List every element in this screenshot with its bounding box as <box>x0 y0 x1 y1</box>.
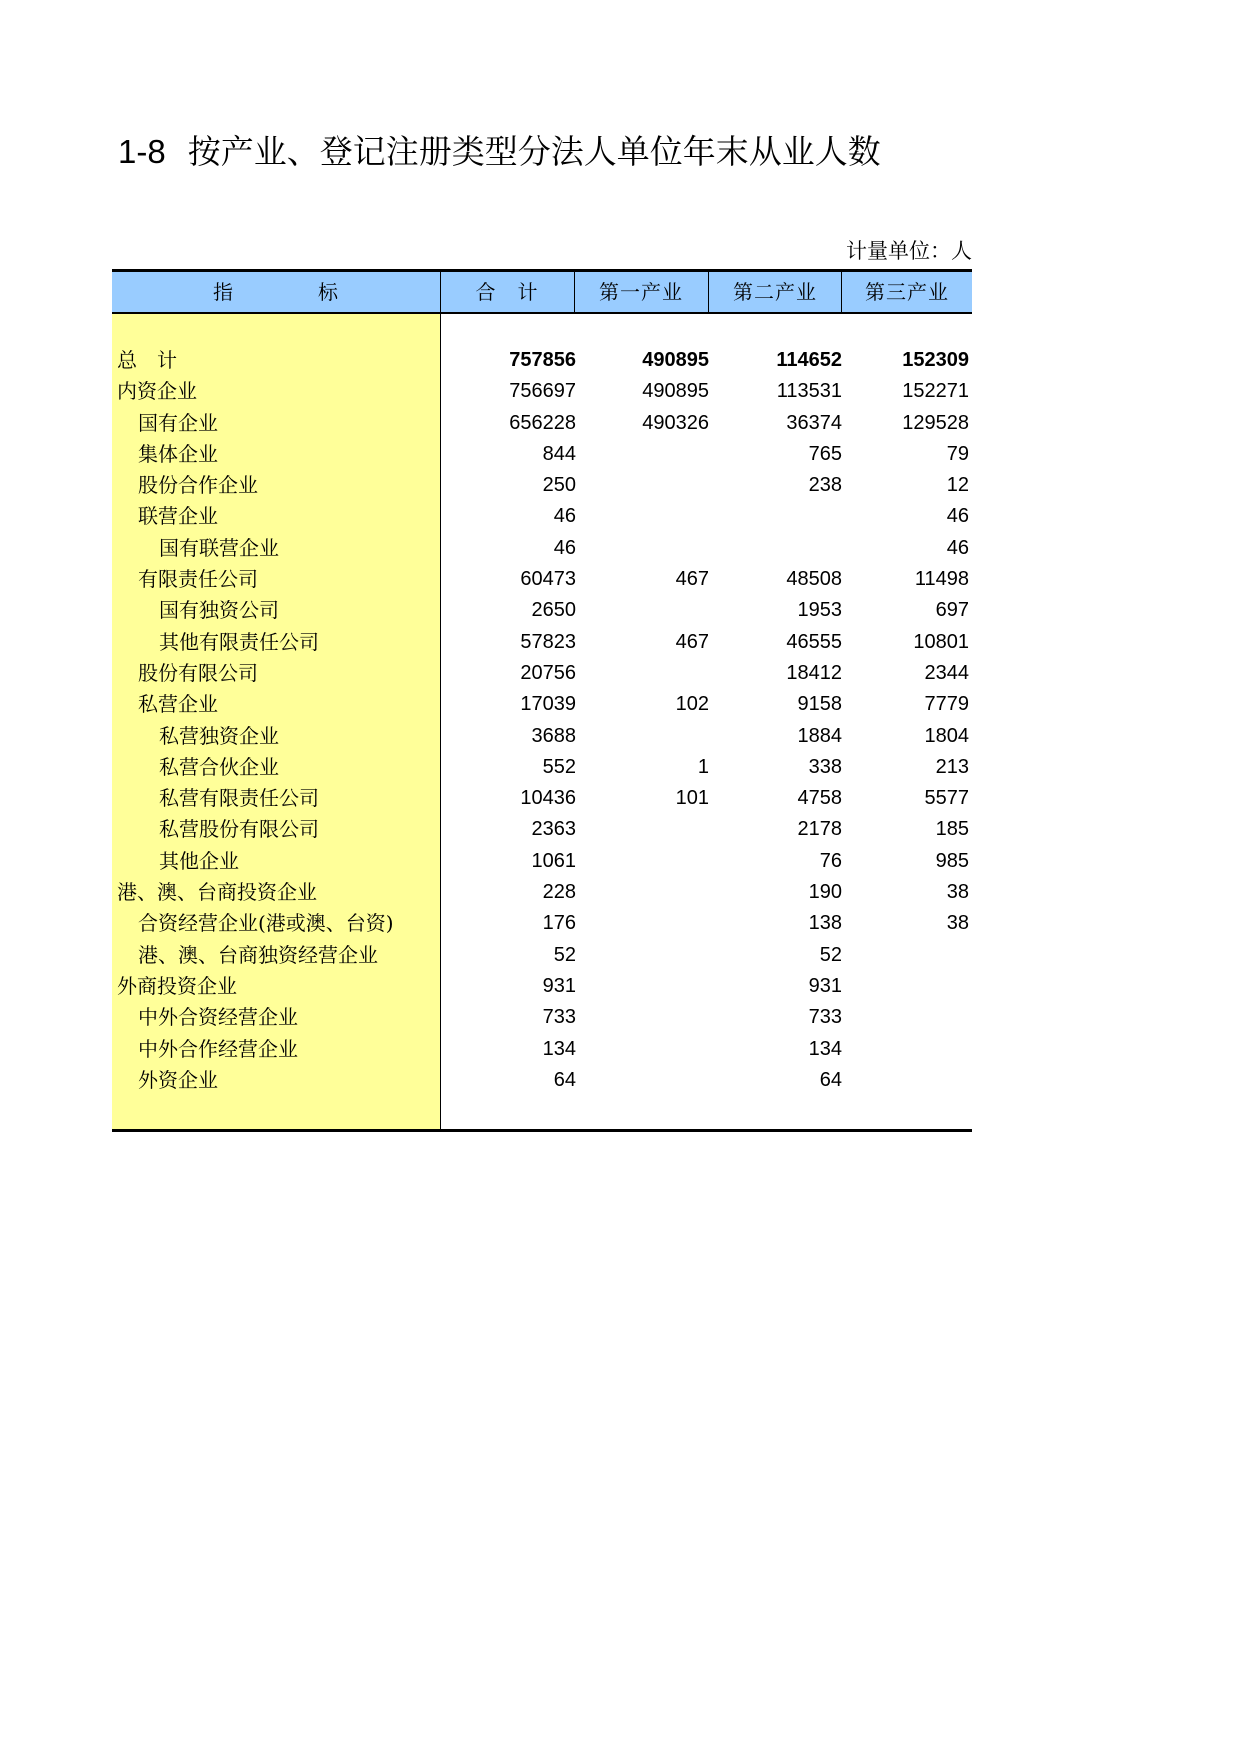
cell-secondary: 765 <box>808 442 842 465</box>
cell-primary <box>577 501 709 532</box>
table-row <box>112 846 972 877</box>
table-row <box>112 814 972 845</box>
row-label: 私营股份有限公司 <box>159 817 319 842</box>
row-label: 港、澳、台商投资企业 <box>117 880 317 905</box>
row-label: 私营合伙企业 <box>159 754 279 779</box>
cell-total: 931 <box>542 974 576 997</box>
table-row <box>112 470 972 501</box>
cell-tertiary: 12 <box>946 474 969 497</box>
cell-primary <box>577 877 709 908</box>
cell-total: 57823 <box>520 630 576 653</box>
table-row <box>112 1002 972 1033</box>
cell-total: 2650 <box>531 599 576 622</box>
cell-tertiary: 38 <box>946 912 969 935</box>
cell-primary: 490895 <box>642 380 709 403</box>
row-label: 股份有限公司 <box>138 660 258 685</box>
cell-tertiary <box>843 1034 969 1065</box>
cell-total: 228 <box>542 881 576 904</box>
cell-secondary: 113531 <box>776 380 842 403</box>
cell-total: 1061 <box>531 849 576 872</box>
row-label: 有限责任公司 <box>138 567 258 592</box>
cell-primary <box>577 439 709 470</box>
cell-total: 176 <box>542 912 576 935</box>
cell-secondary: 48508 <box>786 568 842 591</box>
table-row <box>112 376 972 407</box>
cell-primary <box>577 908 709 939</box>
cell-secondary: 138 <box>808 912 842 935</box>
cell-secondary: 238 <box>808 474 842 497</box>
cell-tertiary <box>843 1065 969 1096</box>
cell-total: 3688 <box>531 724 576 747</box>
cell-secondary: 18412 <box>786 661 842 684</box>
cell-primary <box>577 1065 709 1096</box>
unit-note: 计量单位：人 <box>846 239 972 263</box>
cell-tertiary <box>843 940 969 971</box>
cell-primary: 1 <box>697 755 709 778</box>
table-row <box>112 940 972 971</box>
cell-primary: 490895 <box>642 349 709 371</box>
cell-tertiary: 5577 <box>924 787 969 810</box>
cell-total: 46 <box>553 505 576 528</box>
cell-secondary: 36374 <box>786 411 842 434</box>
cell-secondary: 190 <box>808 881 842 904</box>
cell-total: 134 <box>542 1037 576 1060</box>
cell-primary: 102 <box>675 693 709 716</box>
cell-secondary: 134 <box>808 1037 842 1060</box>
data-table <box>112 269 972 1131</box>
cell-primary: 467 <box>675 568 709 591</box>
table-bottom-rule <box>112 1129 972 1132</box>
header-tertiary-industry: 第三产业 <box>865 280 949 304</box>
cell-tertiary: 985 <box>935 849 969 872</box>
cell-primary <box>577 1002 709 1033</box>
cell-secondary <box>710 501 842 532</box>
table-row <box>112 783 972 814</box>
cell-primary <box>577 721 709 752</box>
header-total: 合 计 <box>475 280 539 304</box>
cell-total: 844 <box>542 442 576 465</box>
cell-tertiary <box>843 1002 969 1033</box>
cell-primary <box>577 846 709 877</box>
cell-total: 656228 <box>509 411 576 434</box>
row-label: 国有联营企业 <box>159 535 279 560</box>
cell-total: 250 <box>542 474 576 497</box>
cell-total: 756697 <box>509 380 576 403</box>
table-row <box>112 627 972 658</box>
row-label: 合资经营企业(港或澳、台资) <box>138 911 394 936</box>
cell-total: 733 <box>542 1006 576 1029</box>
row-label: 中外合作经营企业 <box>138 1036 298 1061</box>
table-body <box>112 345 972 1096</box>
cell-total: 2363 <box>531 818 576 841</box>
row-label: 港、澳、台商独资经营企业 <box>138 942 378 967</box>
table-row <box>112 721 972 752</box>
row-label: 国有独资公司 <box>159 598 279 623</box>
cell-primary <box>577 971 709 1002</box>
header-indicator: 指 标 <box>213 280 339 304</box>
cell-tertiary: 2344 <box>924 661 969 684</box>
cell-tertiary: 697 <box>935 599 969 622</box>
cell-primary <box>577 470 709 501</box>
cell-secondary: 931 <box>808 974 842 997</box>
row-label: 私营有限责任公司 <box>159 786 319 811</box>
page-title <box>118 130 881 174</box>
table-row <box>112 971 972 1002</box>
row-label: 联营企业 <box>138 504 218 529</box>
table-row <box>112 752 972 783</box>
cell-secondary: 338 <box>808 755 842 778</box>
cell-secondary: 1953 <box>797 599 842 622</box>
cell-primary <box>577 595 709 626</box>
cell-total: 64 <box>553 1068 576 1091</box>
cell-tertiary: 185 <box>935 818 969 841</box>
cell-tertiary: 79 <box>946 442 969 465</box>
row-label: 集体企业 <box>138 441 218 466</box>
cell-primary <box>577 658 709 689</box>
table-title-text: 按产业、登记注册类型分法人单位年末从业人数 <box>187 132 881 171</box>
cell-total: 60473 <box>520 568 576 591</box>
row-label: 私营企业 <box>138 692 218 717</box>
header-primary-industry: 第一产业 <box>599 280 683 304</box>
table-row <box>112 533 972 564</box>
cell-secondary: 114652 <box>776 349 842 371</box>
cell-tertiary: 46 <box>946 505 969 528</box>
cell-secondary: 46555 <box>786 630 842 653</box>
cell-tertiary: 10801 <box>913 630 969 653</box>
cell-secondary: 9158 <box>797 693 842 716</box>
cell-primary <box>577 940 709 971</box>
table-row <box>112 345 972 376</box>
cell-primary <box>577 533 709 564</box>
cell-secondary: 733 <box>808 1006 842 1029</box>
table-row <box>112 689 972 720</box>
cell-total: 552 <box>542 755 576 778</box>
cell-primary: 467 <box>675 630 709 653</box>
header-secondary-industry: 第二产业 <box>733 280 817 304</box>
table-number: 1-8 <box>118 133 166 170</box>
cell-tertiary: 38 <box>946 881 969 904</box>
cell-tertiary: 11498 <box>914 568 969 591</box>
cell-secondary: 64 <box>819 1068 842 1091</box>
table-row <box>112 564 972 595</box>
table-row <box>112 595 972 626</box>
table-row <box>112 408 972 439</box>
table-row <box>112 1065 972 1096</box>
cell-total: 46 <box>553 536 576 559</box>
row-label: 私营独资企业 <box>159 723 279 748</box>
cell-tertiary: 129528 <box>902 411 969 434</box>
row-label: 其他有限责任公司 <box>159 629 319 654</box>
cell-tertiary: 213 <box>935 755 969 778</box>
row-label: 外资企业 <box>138 1067 218 1092</box>
cell-total: 17039 <box>520 693 576 716</box>
row-label: 股份合作企业 <box>138 473 258 498</box>
row-label: 国有企业 <box>138 410 218 435</box>
cell-tertiary: 152309 <box>902 349 969 371</box>
cell-secondary: 1884 <box>797 724 842 747</box>
row-label: 内资企业 <box>117 379 197 404</box>
row-label: 外商投资企业 <box>117 973 237 998</box>
table-row <box>112 501 972 532</box>
cell-total: 10436 <box>520 787 576 810</box>
cell-secondary: 52 <box>819 943 842 966</box>
cell-tertiary: 7779 <box>924 693 969 716</box>
table-row <box>112 908 972 939</box>
cell-total: 20756 <box>520 661 576 684</box>
cell-tertiary: 152271 <box>902 380 969 403</box>
cell-total: 52 <box>553 943 576 966</box>
row-label: 其他企业 <box>159 848 239 873</box>
cell-secondary <box>710 533 842 564</box>
cell-primary: 490326 <box>642 411 709 434</box>
cell-secondary: 4758 <box>797 787 842 810</box>
cell-tertiary: 1804 <box>924 724 969 747</box>
table-row <box>112 658 972 689</box>
table-row <box>112 439 972 470</box>
row-label: 总 计 <box>117 348 177 372</box>
cell-secondary: 2178 <box>797 818 842 841</box>
cell-tertiary <box>843 971 969 1002</box>
cell-total: 757856 <box>509 349 576 371</box>
cell-secondary: 76 <box>819 849 842 872</box>
cell-primary: 101 <box>675 787 709 810</box>
cell-primary <box>577 814 709 845</box>
row-label: 中外合资经营企业 <box>138 1005 298 1030</box>
table-row <box>112 1034 972 1065</box>
table-header <box>112 272 972 314</box>
cell-primary <box>577 1034 709 1065</box>
table-row <box>112 877 972 908</box>
cell-tertiary: 46 <box>946 536 969 559</box>
